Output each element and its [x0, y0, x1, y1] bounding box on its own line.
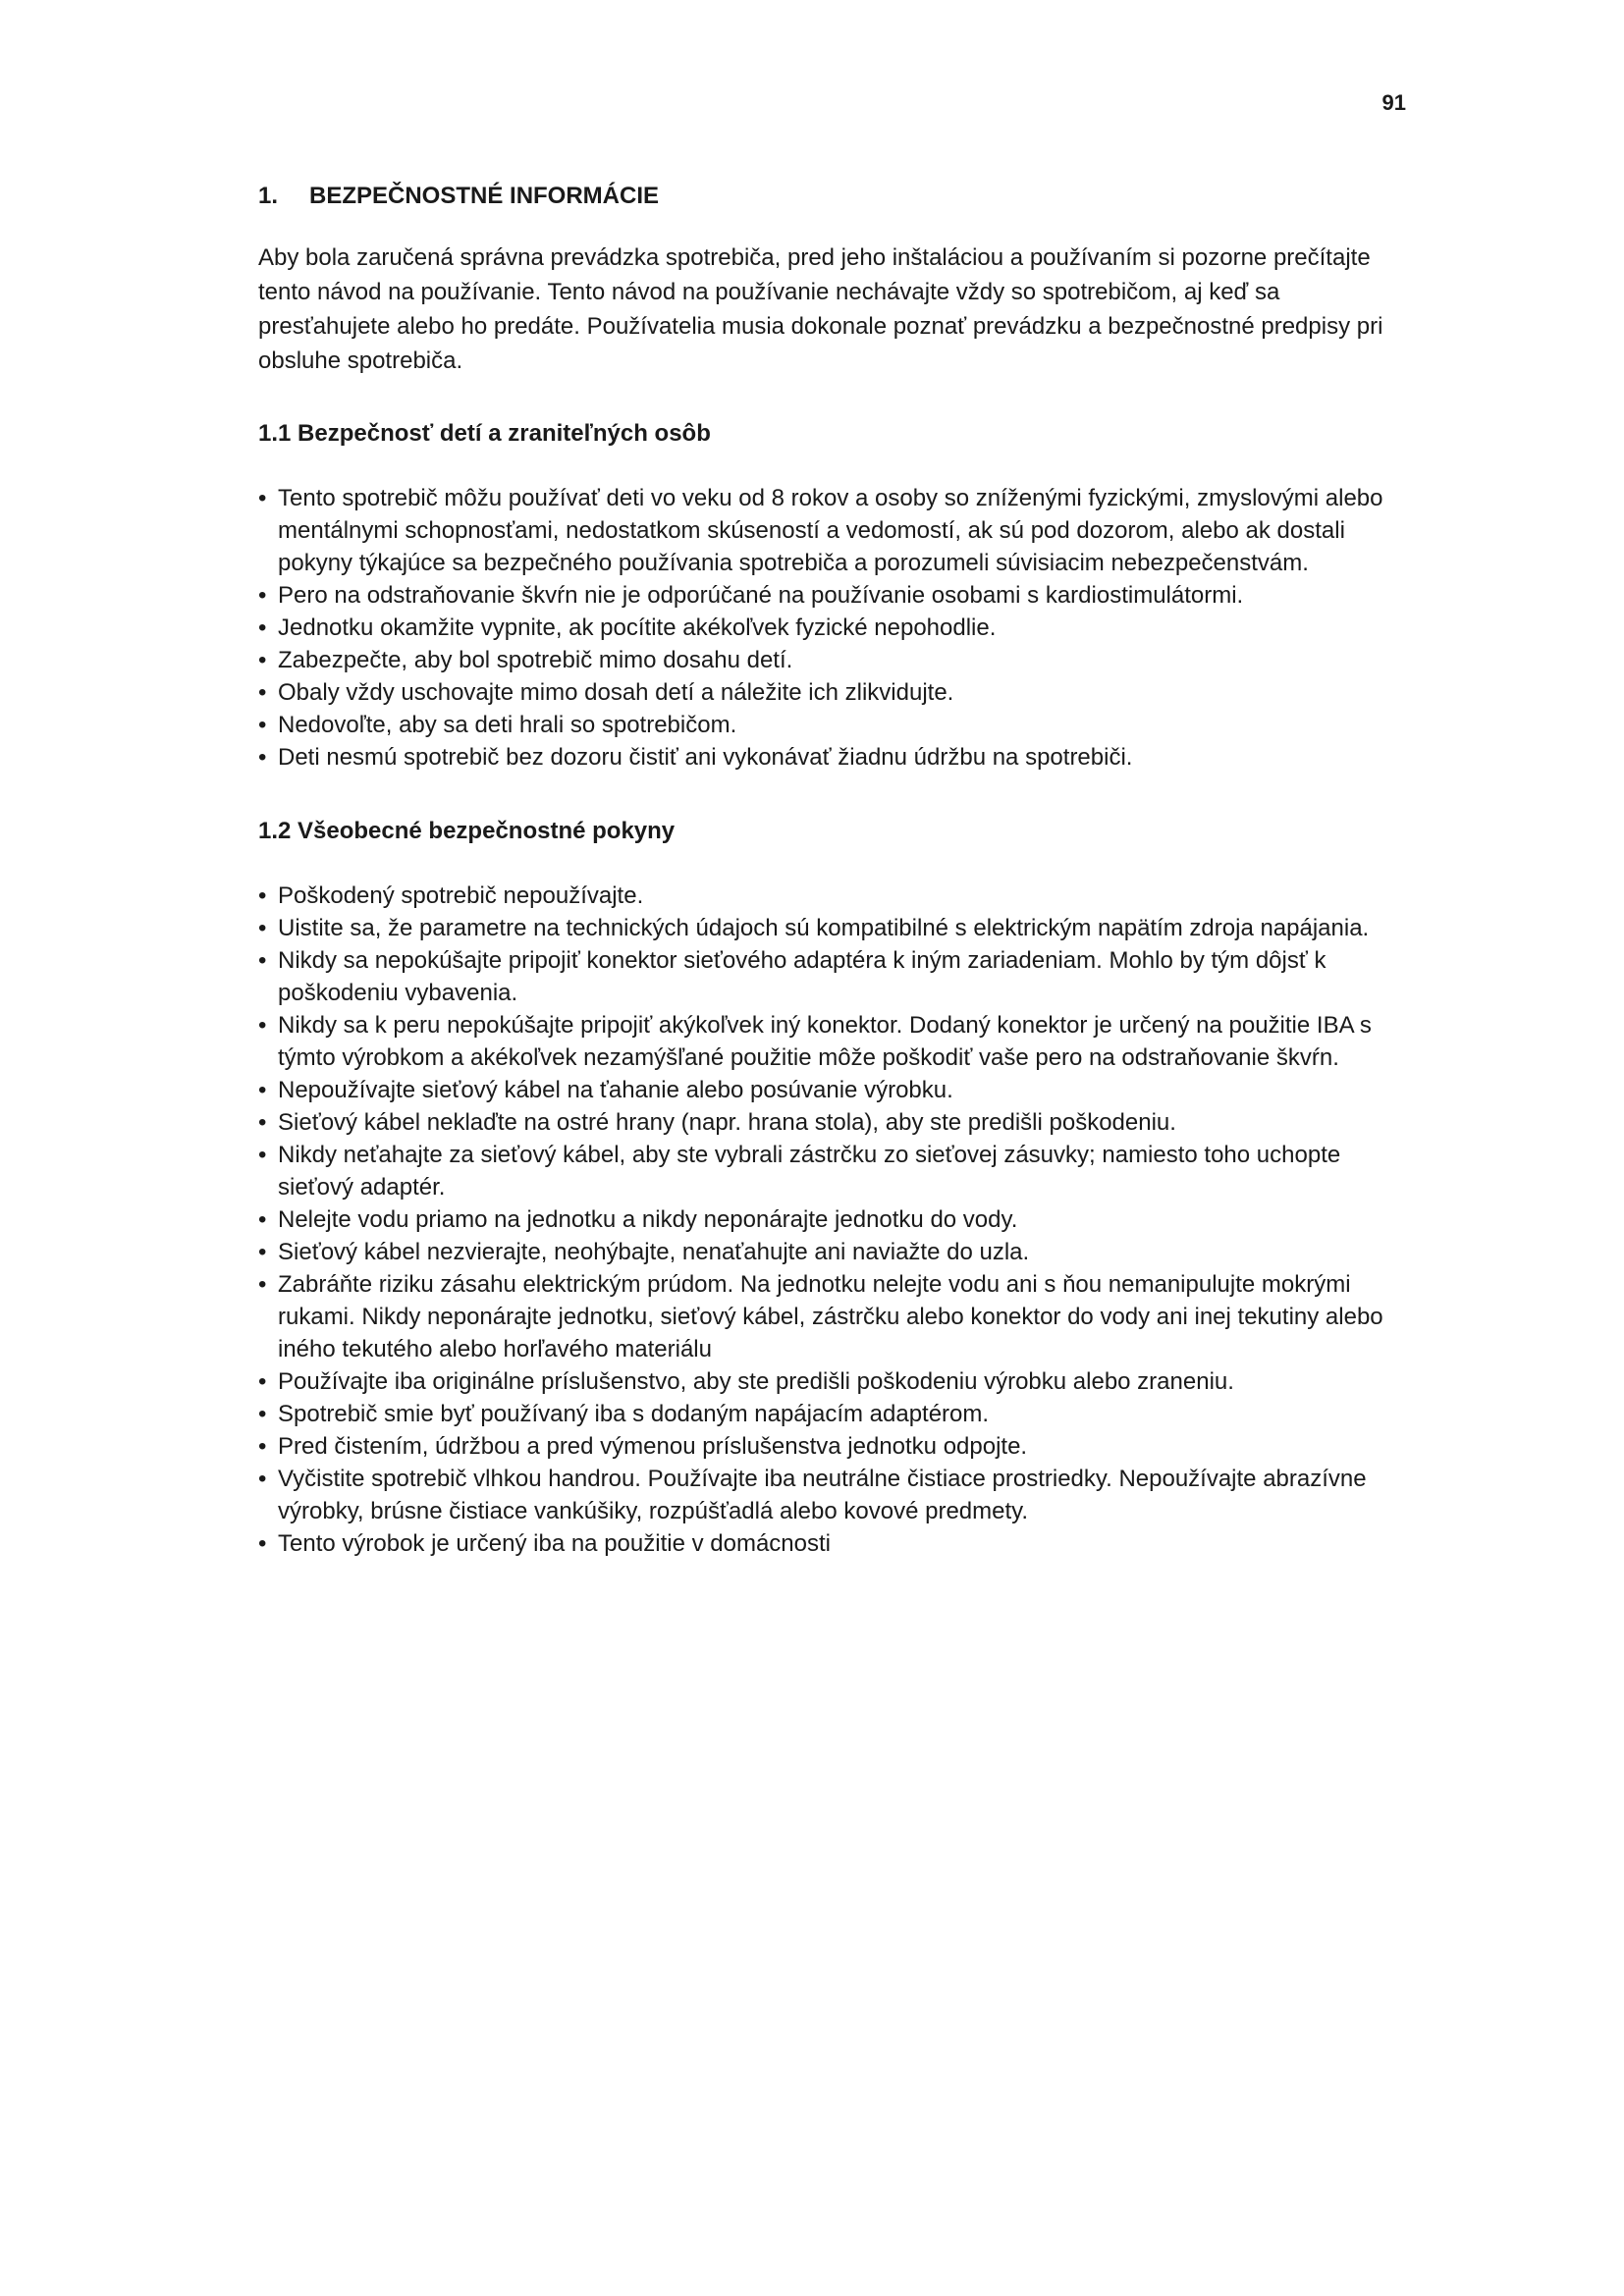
list-item: • Používajte iba originálne príslušenstvo, aby ste predišli poškodeniu výrobku alebo zraneniu. [258, 1365, 1387, 1398]
list-item: • Uistite sa, že parametre na technických údajoch sú kompatibilné s elektrickým napätím zdroja napájania. [258, 912, 1387, 944]
list-item: • Zabráňte riziku zásahu elektrickým prúdom. Na jednotku nelejte vodu ani s ňou nemanipulujte mokrými rukami. Nikdy neponárajte jednotku, sieťový kábel, zástrčku alebo konektor do vody ani inej tekutiny alebo iného tekutého alebo horľavého materiálu [258, 1268, 1387, 1365]
list-item: • Sieťový kábel neklaďte na ostré hrany (napr. hrana stola), aby ste predišli poškodeniu. [258, 1106, 1387, 1139]
list-item: • Jednotku okamžite vypnite, ak pocítite akékoľvek fyzické nepohodlie. [258, 612, 1387, 644]
list-item: • Vyčistite spotrebič vlhkou handrou. Používajte iba neutrálne čistiace prostriedky. Nepoužívajte abrazívne výrobky, brúsne čistiace vankúšiky, rozpúšťadlá alebo kovové predmety. [258, 1463, 1387, 1527]
list-item: • Nikdy sa k peru nepokúšajte pripojiť akýkoľvek iný konektor. Dodaný konektor je určený na použitie IBA s týmto výrobkom a akékoľvek nezamýšľané použitie môže poškodiť vaše pero na odstraňovanie škvŕn. [258, 1009, 1387, 1074]
section-1-intro: Aby bola zaručená správna prevádzka spotrebiča, pred jeho inštaláciou a používaním si pozorne prečítajte tento návod na používanie. Tento návod na používanie nechávajte vždy so spotrebičom, aj keď sa presťahujete alebo ho predáte. Používatelia musia dokonale poznať prevádzku a bezpečnostné predpisy pri obsluhe spotrebiča. [258, 244, 1383, 374]
list-item: • Sieťový kábel nezvierajte, neohýbajte, nenaťahujte ani naviažte do uzla. [258, 1236, 1387, 1268]
section-1-title: BEZPEČNOSTNÉ INFORMÁCIE [309, 183, 660, 209]
section-1-1-heading: 1.1 Bezpečnosť detí a zraniteľných osôb [258, 420, 711, 447]
list-item: • Obaly vždy uschovajte mimo dosah detí a náležite ich zlikvidujte. [258, 676, 1387, 709]
list-item: • Nikdy sa nepokúšajte pripojiť konektor sieťového adaptéra k iným zariadeniam. Mohlo by tým dôjsť k poškodeniu vybavenia. [258, 944, 1387, 1009]
list-item: • Pero na odstraňovanie škvŕn nie je odporúčané na používanie osobami s kardiostimulátormi. [258, 579, 1387, 612]
list-item: • Nepoužívajte sieťový kábel na ťahanie alebo posúvanie výrobku. [258, 1074, 1387, 1106]
list-item: • Nedovoľte, aby sa deti hrali so spotrebičom. [258, 709, 1387, 741]
section-1-2-heading: 1.2 Všeobecné bezpečnostné pokyny [258, 818, 676, 844]
list-item: • Tento výrobok je určený iba na použitie v domácnosti [258, 1527, 1387, 1560]
section-1-number: 1. [258, 183, 279, 209]
page-number: 91 [1381, 90, 1406, 115]
list-item: • Tento spotrebič môžu používať deti vo veku od 8 rokov a osoby so zníženými fyzickými, zmyslovými alebo mentálnymi schopnosťami, nedostatkom skúseností a vedomostí, ak sú pod dozorom, alebo ak dostali pokyny týkajúce sa bezpečného používania spotrebiča a porozumeli súvisiacim nebezpečenstvám. [258, 482, 1387, 579]
section-1-heading [258, 183, 1387, 210]
list-item: • Pred čistením, údržbou a pred výmenou príslušenstva jednotku odpojte. [258, 1430, 1387, 1463]
list-item: • Poškodený spotrebič nepoužívajte. [258, 880, 1387, 912]
list-item: • Nelejte vodu priamo na jednotku a nikdy neponárajte jednotku do vody. [258, 1203, 1387, 1236]
list-item: • Spotrebič smie byť používaný iba s dodaným napájacím adaptérom. [258, 1398, 1387, 1430]
document-body [258, 183, 1387, 1604]
list-item: • Nikdy neťahajte za sieťový kábel, aby ste vybrali zástrčku zo sieťovej zásuvky; namiesto toho uchopte sieťový adaptér. [258, 1139, 1387, 1203]
list-item: • Deti nesmú spotrebič bez dozoru čistiť ani vykonávať žiadnu údržbu na spotrebiči. [258, 741, 1387, 774]
list-item: • Zabezpečte, aby bol spotrebič mimo dosahu detí. [258, 644, 1387, 676]
section-1-2-list [258, 880, 1387, 1560]
section-1-1-list [258, 482, 1387, 774]
